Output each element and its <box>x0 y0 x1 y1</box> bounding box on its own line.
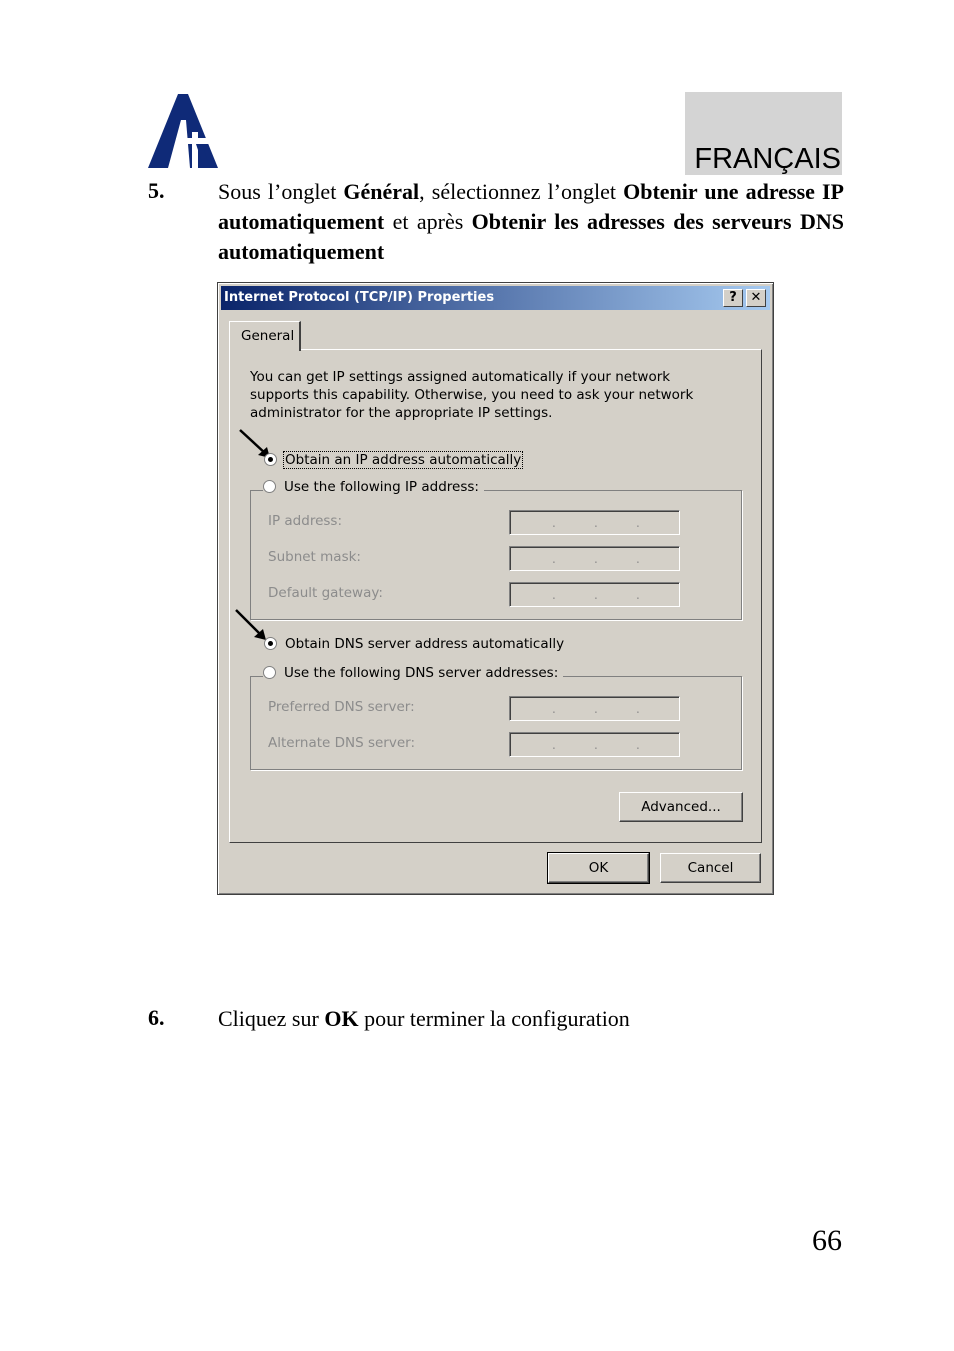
general-tab-panel <box>229 349 762 843</box>
tab-general[interactable] <box>229 321 301 351</box>
intro-text: You can get IP settings assigned automatically if your network supports this capability. Otherwise, you need to ask your network administrator for the appropriate IP settings. <box>250 369 694 421</box>
obtain-dns-auto-label: Obtain DNS server address automatically <box>285 636 565 652</box>
dialog-title: Internet Protocol (TCP/IP) Properties <box>224 290 495 305</box>
use-following-dns-radio[interactable] <box>263 665 563 685</box>
alternate-dns-label: Alternate DNS server: <box>268 735 416 751</box>
static-dns-group <box>250 665 742 770</box>
radio-selected-icon <box>264 637 277 650</box>
step-6-text: Cliquez sur OK pour terminer la configuration <box>218 1006 630 1031</box>
ip-address-label: IP address: <box>268 513 342 529</box>
radio-unselected-icon <box>263 666 276 679</box>
static-ip-group <box>250 479 742 620</box>
close-button[interactable]: ✕ <box>746 289 766 307</box>
alternate-dns-field[interactable]: . . . <box>509 732 680 757</box>
subnet-mask-label: Subnet mask: <box>268 549 361 565</box>
obtain-ip-auto-label: Obtain an IP address automatically <box>285 452 522 468</box>
atlantis-logo-icon <box>148 92 220 170</box>
cancel-button[interactable]: Cancel <box>660 853 761 883</box>
use-following-ip-label: Use the following IP address: <box>284 479 479 495</box>
preferred-dns-label: Preferred DNS server: <box>268 699 415 715</box>
language-label: FRANÇAIS <box>694 143 841 175</box>
ip-address-field[interactable]: . . . <box>509 510 680 535</box>
page-number: 66 <box>812 1224 842 1257</box>
use-following-dns-label: Use the following DNS server addresses: <box>284 665 559 681</box>
dialog-titlebar <box>221 286 770 310</box>
language-badge <box>685 92 842 175</box>
obtain-dns-auto-radio[interactable] <box>264 636 565 656</box>
default-gateway-field[interactable]: . . . <box>509 582 680 607</box>
default-gateway-label: Default gateway: <box>268 585 383 601</box>
radio-selected-icon <box>264 453 277 466</box>
tab-general-label: General <box>241 328 295 344</box>
obtain-ip-auto-radio[interactable] <box>264 452 522 472</box>
step-5-text: Sous l’onglet Général, sélectionnez l’onglet Obtenir une adresse IP automatiquement et après Obtenir les adresses des serveurs DNS automatiquement <box>218 179 844 264</box>
advanced-button[interactable]: Advanced... <box>619 792 743 822</box>
tcpip-properties-dialog <box>217 282 774 895</box>
step-5-number: 5. <box>148 178 165 203</box>
subnet-mask-field[interactable]: . . . <box>509 546 680 571</box>
step-6-number: 6. <box>148 1005 165 1030</box>
ok-button[interactable]: OK <box>548 853 649 883</box>
preferred-dns-field[interactable]: . . . <box>509 696 680 721</box>
use-following-ip-radio[interactable] <box>263 479 484 499</box>
help-button[interactable]: ? <box>723 289 743 307</box>
radio-unselected-icon <box>263 480 276 493</box>
